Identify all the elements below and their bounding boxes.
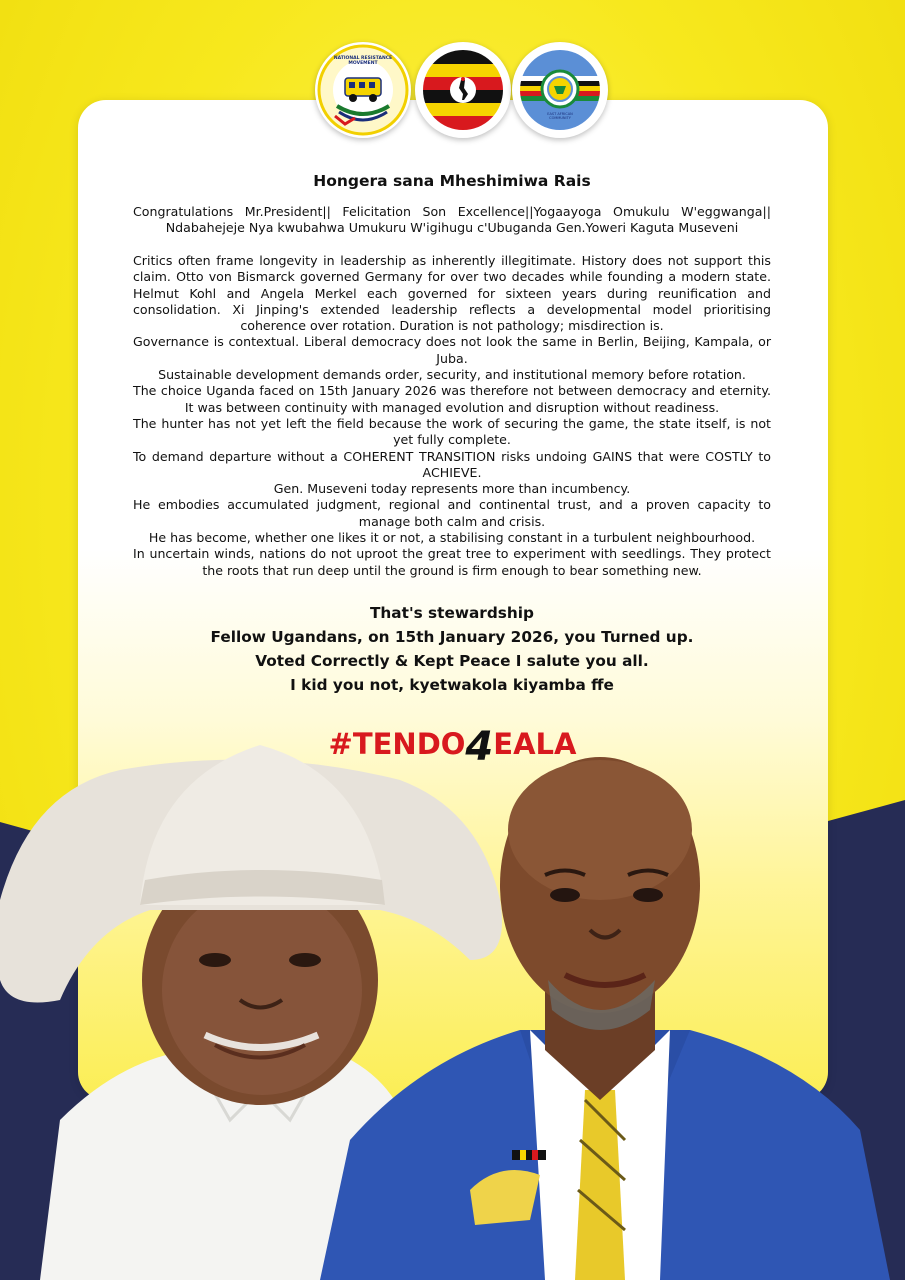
eac-emblem-text: EAST AFRICAN COMMUNITY <box>547 112 573 120</box>
nrm-emblem-text: NATIONAL RESISTANCE MOVEMENT <box>333 56 393 66</box>
hashtag-suffix: EALA <box>493 727 577 761</box>
closing-line: I kid you not, kyetwakola kiyamba ffe <box>290 675 614 694</box>
body-paragraph: To demand departure without a COHERENT TRANSITION risks undoing GAINS that were COSTLY to ACHIEVE. <box>133 448 771 480</box>
closing-line: Fellow Ugandans, on 15th January 2026, you Turned up. <box>210 627 694 646</box>
body-paragraph: He has become, whether one likes it or not, a stabilising constant in a turbulent neighbourhood. <box>148 530 756 546</box>
closing-line: That's stewardship <box>369 603 534 622</box>
body-paragraph: Gen. Museveni today represents more than incumbency. <box>273 481 631 497</box>
body-paragraph: Critics often frame longevity in leadership as inherently illegitimate. History does not support this claim. Otto von Bismarck governed Germany for over two decades while founding a modern state. Helmut Kohl and Angela Merkel each governed for sixteen years during reunification and consolidation. Xi Jinping's extended leadership reflects a developmental model prioritising coherence over rotation. Duration is not pathology; misdirection is. <box>133 253 771 334</box>
body-paragraph: The choice Uganda faced on 15th January 2026 was therefore not between democracy and eternity. It was between continuity with managed evolution and disruption without readiness. <box>133 383 771 415</box>
hashtag-number: 4 <box>465 724 494 770</box>
body-paragraph: Sustainable development demands order, security, and institutional memory before rotation. <box>158 367 746 383</box>
message-heading: Hongera sana Mheshimiwa Rais <box>313 172 591 190</box>
body-paragraph: In uncertain winds, nations do not uproot the great tree to experiment with seedlings. They protect the roots that run deep until the ground is firm enough to bear something new. <box>133 546 771 578</box>
greeting-paragraph: Congratulations Mr.President|| Felicitation Son Excellence||Yogaayoga Omukulu W'eggwanga|| Ndabahejeje Nya kwubahwa Umukuru W'igihugu c'Ubuganda Gen.Yoweri Kaguta Museveni <box>133 204 771 235</box>
closing-line: Voted Correctly & Kept Peace I salute you all. <box>255 651 649 670</box>
body-paragraph: The hunter has not yet left the field because the work of securing the game, the state itself, is not yet fully complete. <box>133 415 771 448</box>
hashtag-prefix: #TENDO <box>328 727 466 761</box>
body-paragraph: He embodies accumulated judgment, regional and continental trust, and a proven capacity to manage both calm and crisis. <box>133 497 771 529</box>
body-paragraph: Governance is contextual. Liberal democracy does not look the same in Berlin, Beijing, Kampala, or Juba. <box>133 334 771 366</box>
